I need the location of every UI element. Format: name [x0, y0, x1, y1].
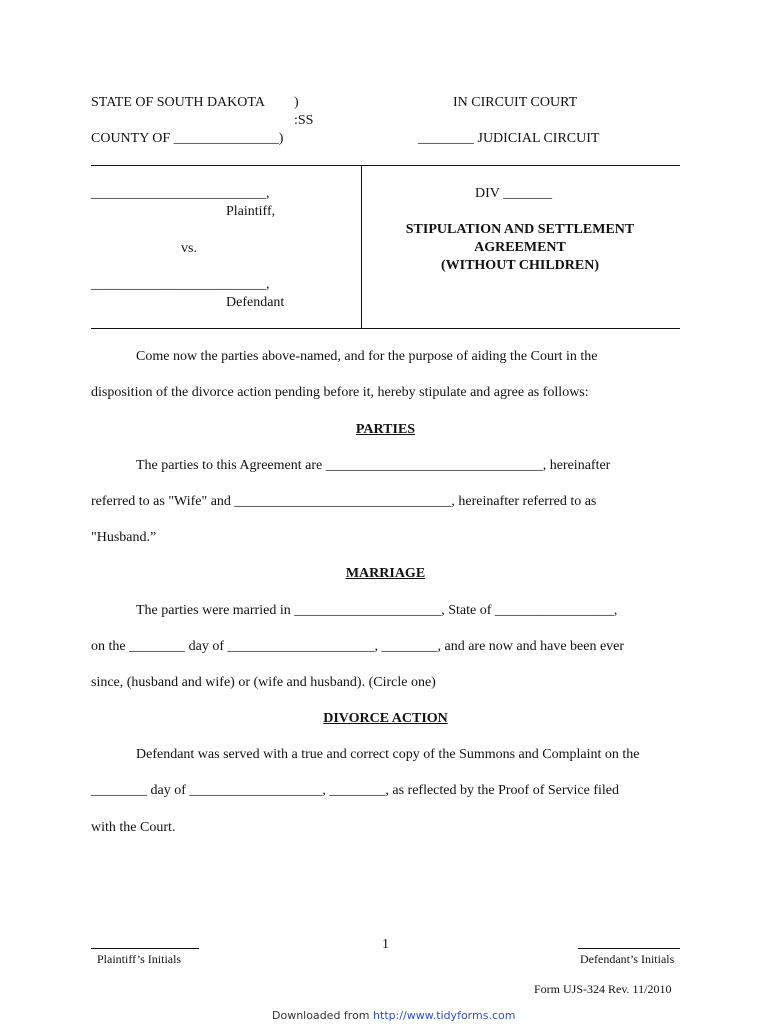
- download-notice: [272, 1007, 515, 1025]
- defendant-initials-line: [578, 948, 680, 949]
- division-label: DIV _______: [475, 186, 553, 201]
- defendant-initials-label: Defendant’s Initials: [580, 952, 675, 966]
- versus-label: vs.: [181, 241, 197, 256]
- tidyforms-link[interactable]: http://www.tidyforms.com: [373, 1009, 516, 1022]
- marriage-heading: MARRIAGE: [345, 566, 426, 581]
- marriage-text-line1: The parties were married in _____________________, State of _________________,: [136, 603, 618, 618]
- divorce-text-line2: ________ day of ___________________, ________, as reflected by the Proof of Service filed: [91, 783, 620, 798]
- caption-divider: [361, 165, 362, 329]
- document-title-line1: STIPULATION AND SETTLEMENT: [405, 222, 635, 237]
- caption-bottom-rule: [91, 328, 680, 329]
- parties-text-line2: referred to as "Wife" and _______________________________, hereinafter referred to as: [91, 494, 597, 509]
- ss-label: :SS: [294, 113, 314, 128]
- plaintiff-name-blank: _________________________,: [91, 186, 270, 201]
- county-label: COUNTY OF _______________): [91, 131, 284, 146]
- document-title-line2: AGREEMENT: [474, 240, 566, 255]
- divorce-text-line1: Defendant was served with a true and correct copy of the Summons and Complaint on the: [136, 747, 640, 762]
- defendant-name-blank: _________________________,: [91, 277, 270, 292]
- plaintiff-initials-line: [91, 948, 199, 949]
- divorce-text-line3: with the Court.: [91, 820, 176, 835]
- plaintiff-label: Plaintiff,: [226, 204, 276, 219]
- intro-text-line1: Come now the parties above-named, and for the purpose of aiding the Court in the: [136, 349, 598, 364]
- divorce-action-heading: DIVORCE ACTION: [323, 711, 448, 726]
- marriage-text-line3: since, (husband and wife) or (wife and husband). (Circle one): [91, 675, 436, 690]
- parties-text-line1: The parties to this Agreement are _______________________________, hereinafter: [136, 458, 611, 473]
- parties-heading: PARTIES: [355, 422, 416, 437]
- defendant-label: Defendant: [226, 295, 285, 310]
- state-paren: ): [294, 95, 299, 110]
- court-label: IN CIRCUIT COURT: [453, 95, 578, 110]
- caption-top-rule: [91, 165, 680, 166]
- judicial-circuit-label: ________ JUDICIAL CIRCUIT: [418, 131, 600, 146]
- intro-text-line2: disposition of the divorce action pending before it, hereby stipulate and agree as follows:: [91, 385, 589, 400]
- parties-text-line3: "Husband.”: [91, 530, 157, 545]
- plaintiff-initials-label: Plaintiff’s Initials: [97, 952, 182, 966]
- form-id: Form UJS-324 Rev. 11/2010: [534, 982, 672, 996]
- page-number: 1: [382, 937, 389, 952]
- document-title-line3: (WITHOUT CHILDREN): [440, 258, 600, 273]
- state-label: STATE OF SOUTH DAKOTA: [91, 95, 265, 110]
- marriage-text-line2: on the ________ day of _____________________, ________, and are now and have been ever: [91, 639, 625, 654]
- download-prefix: Downloaded from: [272, 1009, 374, 1022]
